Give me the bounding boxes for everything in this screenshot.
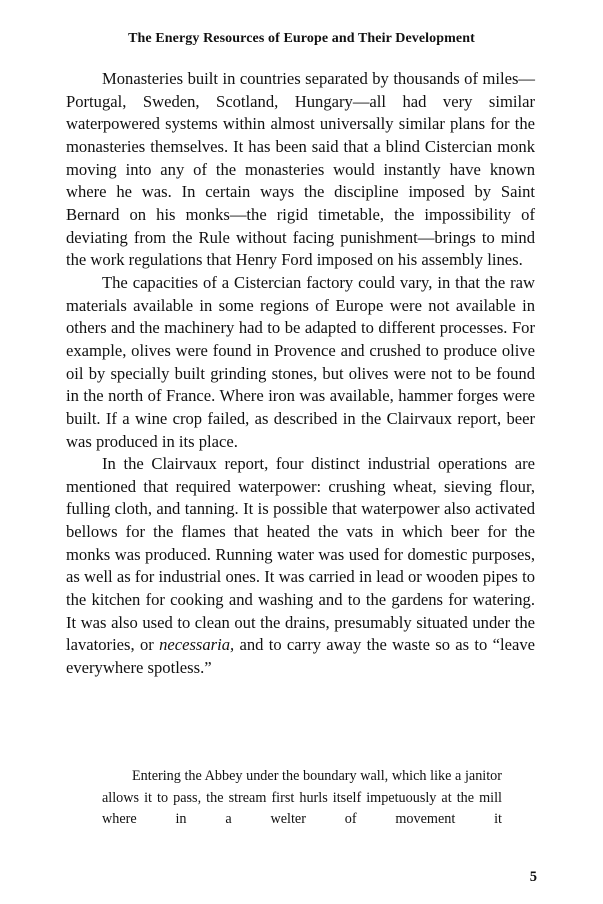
paragraph: The capacities of a Cistercian factory could vary, in that the raw materials available in some regions of Europe were not available in others and the machinery had to be adapted to different processes. For example, olives were found in Provence and crushed to produce olive oil by specially built grinding stones, but olives were not to be found in the north of France. Where iron was available, hammer forges were built. If a wine crop failed, as described in the Clairvaux report, beer was produced in its place. <box>66 272 535 451</box>
paragraph <box>66 453 535 680</box>
paragraph-text: and to carry away the waste so as to “leave everywhere spotless.” <box>66 635 535 678</box>
block-quote <box>102 766 502 831</box>
paragraph-text: In the Clairvaux report, four distinct industrial operations are mentioned that required waterpower: crushing wheat, sieving flour, fulling cloth, and tanning. It is possible that waterpower also activated bellows for the flames that heated the vats in which beer for the monks was produced. Running water was used for domestic purposes, as well as for industrial ones. It was carried in lead or wooden pipes to the kitchen for cooking and washing and to the gardens for watering. It was also used to clean out the drains, presumably situated under the lavatories, or <box>66 454 535 655</box>
italic-term: necessaria, <box>159 635 235 655</box>
page-number: 5 <box>529 869 537 885</box>
body-text <box>66 68 535 680</box>
block-quote-text: Entering the Abbey under the boundary wall, which like a janitor allows it to pass, the stream first hurls itself impetuously at the mill where in a welter of movement it <box>102 768 502 827</box>
running-head: The Energy Resources of Europe and Their Development <box>128 31 475 46</box>
paragraph: Monasteries built in countries separated by thousands of miles—Portugal, Sweden, Scotland, Hungary—all had very similar waterpowered systems within almost universally similar plans for the monasteries themselves. It has been said that a blind Cistercian monk moving into any of the monasteries would instantly have known where he was. In certain ways the discipline imposed by Saint Bernard on his monks—the rigid timetable, the impossibility of deviating from the Rule without facing punishment—brings to mind the work regulations that Henry Ford imposed on his assembly lines. <box>66 69 535 270</box>
